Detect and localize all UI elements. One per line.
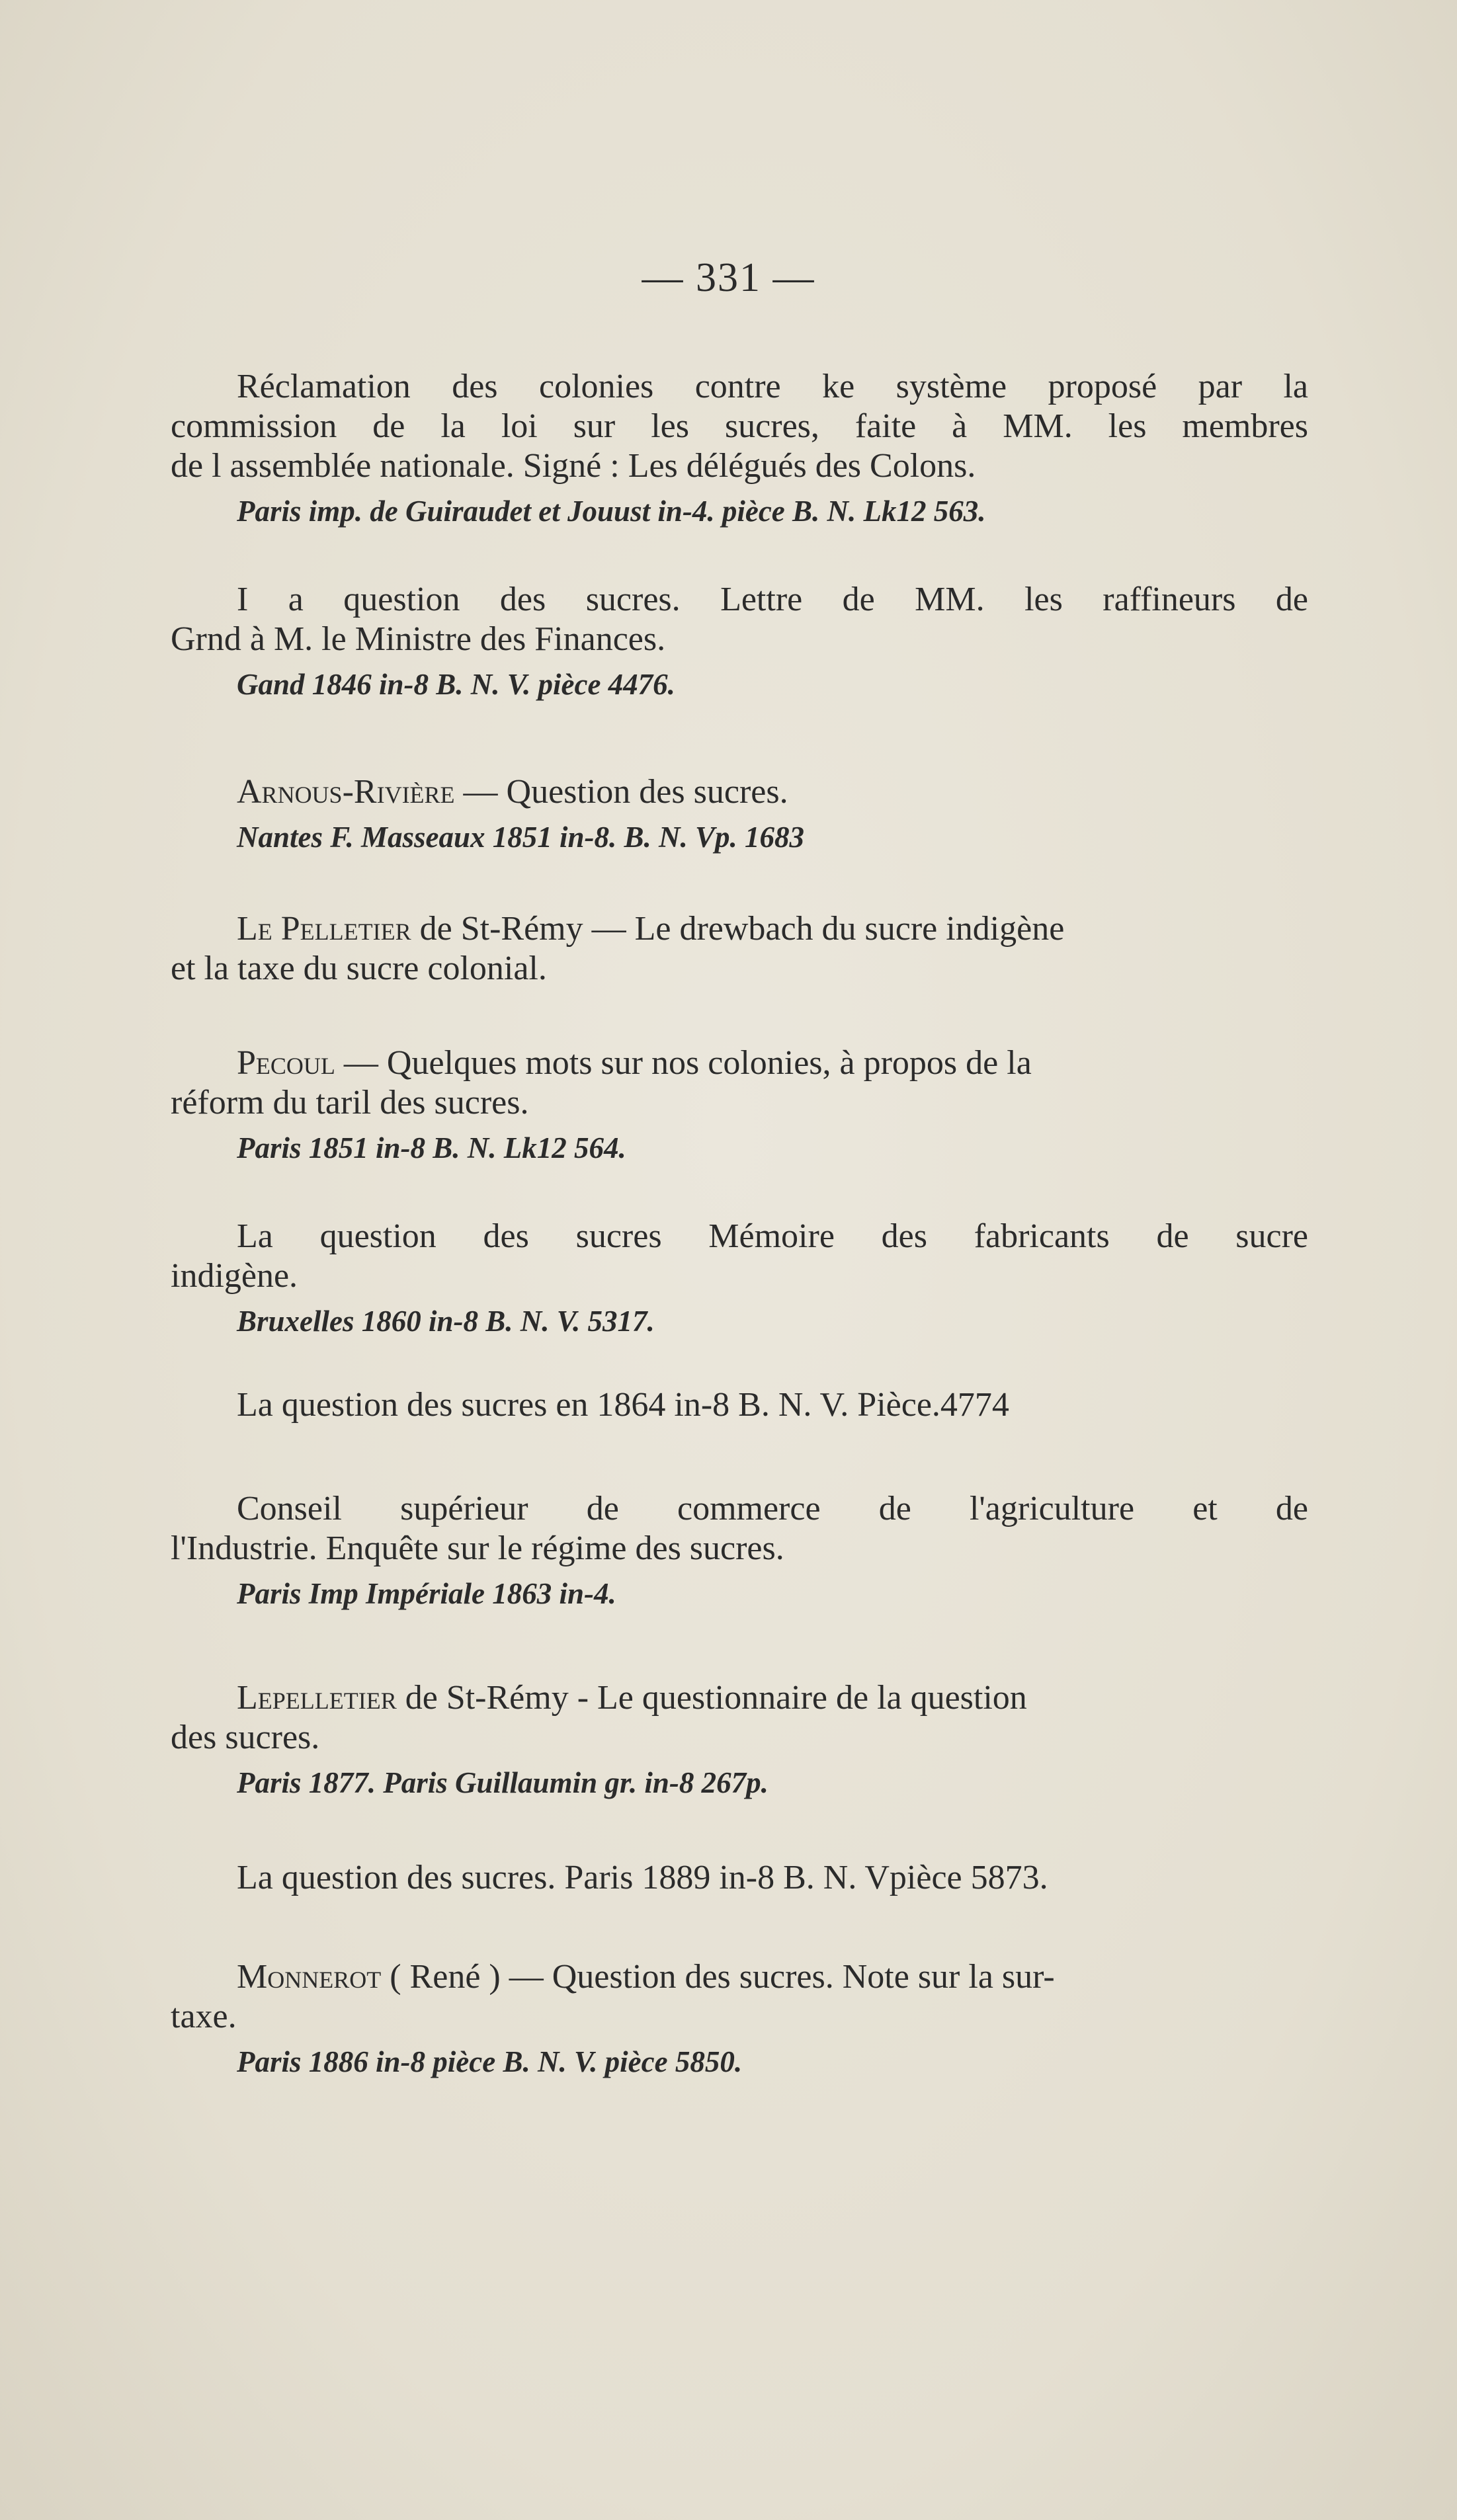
entry-line [171,1957,1308,1997]
entry-line: Réclamation des colonies contre ke système proposé par la [237,368,1308,405]
bibliography-entry [171,1678,1308,1801]
entry-line: taxe. [171,1998,237,2035]
entry-line: Grnd à M. le Ministre des Finances. [171,620,666,658]
entry-line: et la taxe du sucre colonial. [171,950,547,987]
entry-line [171,1678,1308,1718]
entry-imprint: Paris imp. de Guiraudet et Jouust in-4. pièce B. N. Lk12 563. [237,495,986,528]
entry-line: des sucres. [171,1719,320,1756]
entry-line: l'Industrie. Enquête sur le régime des sucres. [171,1529,784,1567]
bibliography-entry [171,1217,1308,1340]
entry-imprint: Bruxelles 1860 in-8 B. N. V. 5317. [237,1305,655,1338]
entry-line: de l assemblée nationale. Signé : Les délégués des Colons. [171,447,976,485]
entry-line: La question des sucres. Paris 1889 in-8 B. N. Vpièce 5873. [237,1859,1048,1896]
entry-author: Le Pelletier [237,910,411,948]
bibliography-entry [171,1385,1308,1425]
entry-line [171,772,1308,812]
entry-text: de St-Rémy — Le drewbach du sucre indigène [419,910,1065,948]
entry-imprint: Paris 1877. Paris Guillaumin gr. in-8 267p. [237,1766,769,1799]
entry-imprint: Paris Imp Impériale 1863 in-4. [237,1577,616,1610]
bibliography-entry [171,772,1308,856]
bibliography-entry [171,367,1308,530]
bibliography-entry [171,1043,1308,1166]
entry-line: Conseil supérieur de commerce de l'agriculture et de [237,1490,1308,1527]
entry-line: I a question des sucres. Lettre de MM. les raffineurs de [237,581,1308,618]
bibliography-entry [171,1957,1308,2080]
entry-line: La question des sucres en 1864 in-8 B. N. V. Pièce.4774 [237,1386,1009,1424]
entry-author: Pecoul [237,1044,335,1082]
entry-line: La question des sucres Mémoire des fabricants de sucre [237,1217,1308,1255]
entry-line: indigène. [171,1257,298,1295]
entry-text: — Quelques mots sur nos colonies, à propos de la [343,1044,1032,1082]
entry-imprint: Nantes F. Masseaux 1851 in-8. B. N. Vp. 1683 [237,821,805,854]
bibliography-entry [171,1858,1308,1898]
entry-author: Arnous-Rivière [237,773,455,811]
entry-line: commission de la loi sur les sucres, faite à MM. les membres [171,407,1308,445]
entry-text: de St-Rémy - Le questionnaire de la question [405,1679,1027,1717]
entry-author: Lepelletier [237,1679,397,1717]
entry-imprint: Paris 1886 in-8 pièce B. N. V. pièce 5850. [237,2045,743,2078]
entry-imprint: Paris 1851 in-8 B. N. Lk12 564. [237,1131,626,1164]
bibliography-entry [171,909,1308,989]
page-number: — 331 — [642,255,815,300]
bibliography-entry [171,1489,1308,1612]
entry-text: — Question des sucres. [463,773,788,811]
entry-author: Monnerot [237,1958,382,1996]
entry-line: réform du taril des sucres. [171,1084,529,1121]
bibliography-entry [171,580,1308,703]
entry-line [171,1043,1308,1083]
entry-line [171,909,1308,949]
entry-text: ( René ) — Question des sucres. Note sur la sur- [390,1958,1055,1996]
entry-imprint: Gand 1846 in-8 B. N. V. pièce 4476. [237,668,675,701]
